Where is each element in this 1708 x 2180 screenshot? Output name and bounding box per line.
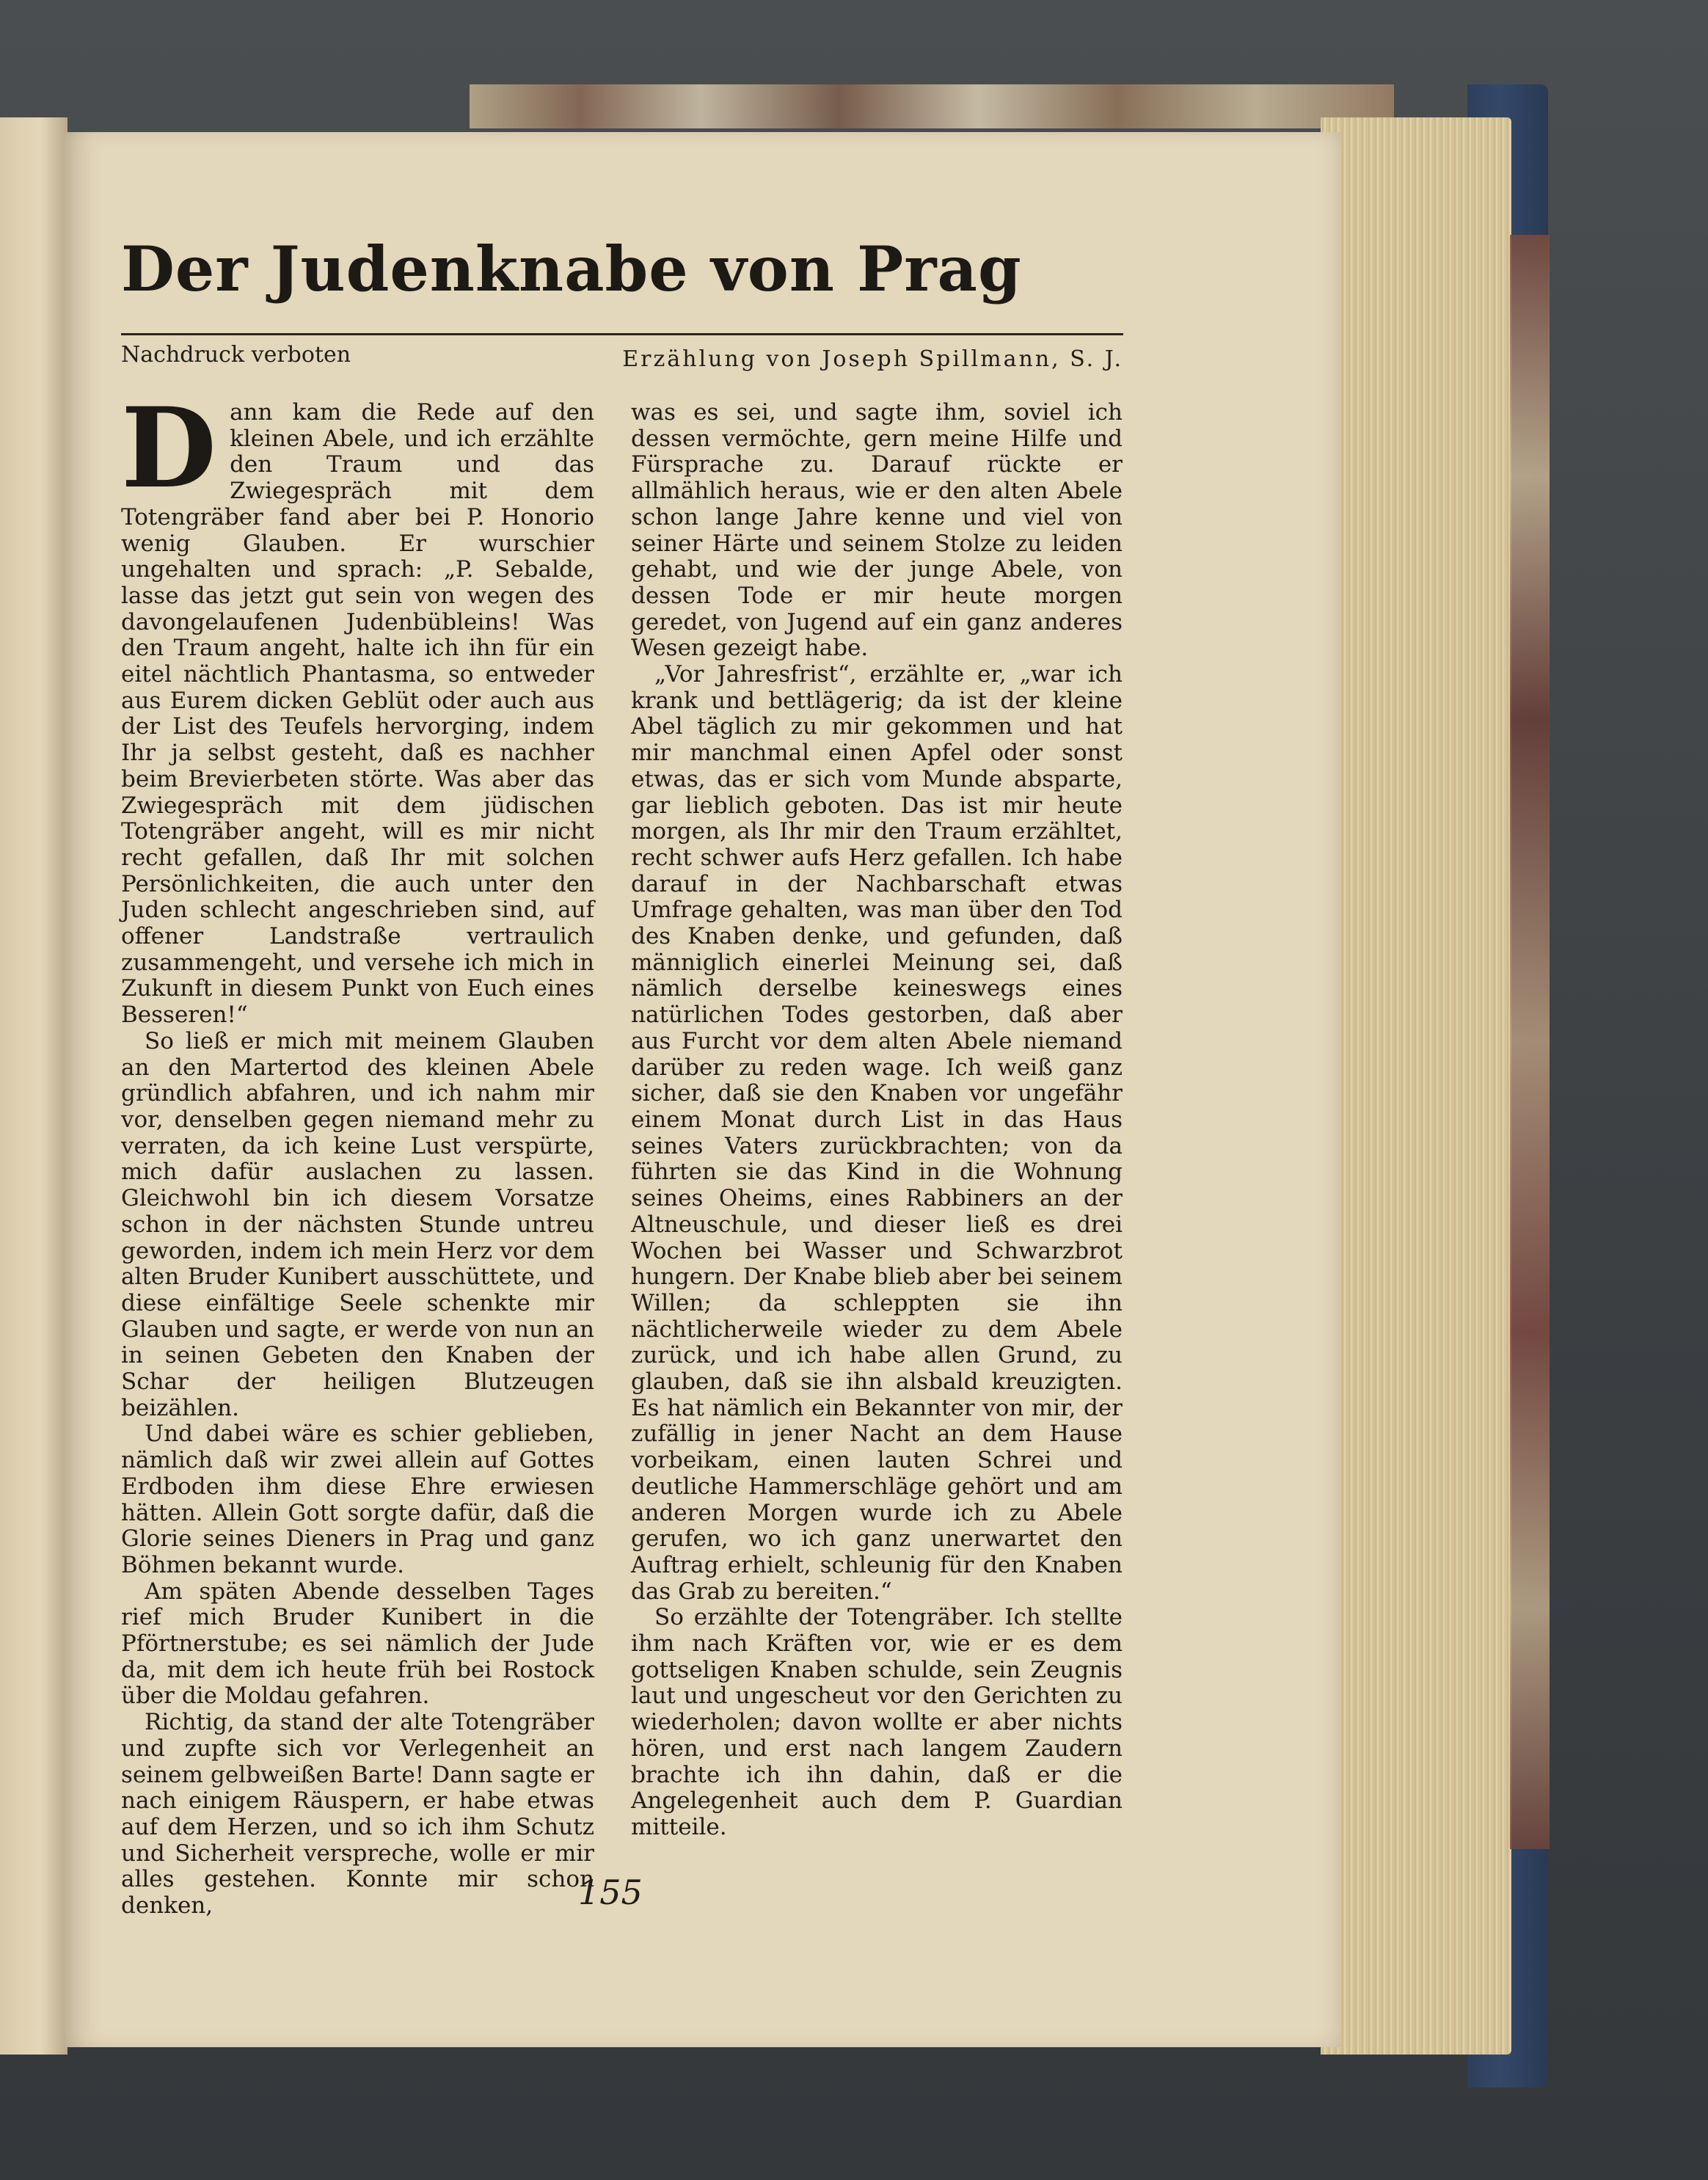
marbled-endpaper-top: [470, 84, 1394, 128]
paragraph: Richtig, da stand der alte Totengräber und zupfte sich vor Verlegenheit an seinem gelbweißen Barte! Dann sagte er nach einigem Räuspern, er habe etwas auf dem Herzen, und so ich ihm Schutz und Sicherheit verspreche, wolle er mir alles gestehen. Konnte mir schon denken,: [121, 1709, 594, 1920]
text-column-right: [631, 400, 1123, 1841]
page-edges: [1321, 117, 1511, 2055]
paragraph: Und dabei wäre es schier geblieben, nämlich daß wir zwei allein auf Gottes Erdboden ihm diese Ehre erwiesen hätten. Allein Gott sorgte dafür, daß die Glorie seines Dieners in Prag und ganz Böhmen bekannt wurde.: [121, 1421, 594, 1578]
paragraph: was es sei, und sagte ihm, soviel ich dessen vermöchte, gern meine Hilfe und Fürsprache zu. Darauf rückte er allmählich heraus, wie er den alten Abele schon lange Jahre kenne und viel von seiner Härte und seinem Stolze zu leiden gehabt, und wie der junge Abele, von dessen Tode er mir heute morgen geredet, von Jugend auf ein ganz anderes Wesen gezeigt habe.: [631, 399, 1123, 662]
paragraph: Am späten Abende desselben Tages rief mich Bruder Kunibert in die Pförtnerstube; es sei nämlich der Jude da, mit dem ich heute früh bei Rostock über die Moldau gefahren.: [121, 1578, 594, 1710]
article-title: Der Judenknabe von Prag: [121, 233, 1022, 305]
author-byline: Erzählung von Joseph Spillmann, S. J.: [622, 346, 1123, 372]
marbled-endpaper-side: [1510, 235, 1550, 1849]
reprint-notice: Nachdruck verboten: [121, 342, 351, 368]
paragraph: Dann kam die Rede auf den kleinen Abele, und ich erzählte den Traum und das Zwiegespräch mit dem Totengräber fand aber bei P. Honorio wenig Glauben. Er wurschier ungehalten und sprach: „P. Sebalde, lasse das jetzt gut sein von wegen des davongelaufenen Judenbübleins! Was den Traum angeht, halte ich ihn für ein eitel nächtlich Phantasma, so entweder aus Eurem dicken Geblüt oder auch aus der List des Teufels hervorging, indem Ihr ja selbst gesteht, daß es nachher beim Brevierbeten störte. Was aber das Zwiegespräch mit dem jüdischen Totengräber angeht, will es mir nicht recht gefallen, daß Ihr mit solchen Persönlichkeiten, die auch unter den Juden schlecht angeschrieben sind, auf offener Landstraße vertraulich zusammengeht, und versehe ich mich in Zukunft in diesem Punkt von Euch eines Besseren!“: [121, 384, 594, 1029]
paragraph: So ließ er mich mit meinem Glauben an den Martertod des kleinen Abele gründlich abfahren, und ich nahm mir vor, denselben gegen niemand mehr zu verraten, da ich keine Lust verspürte, mich dafür auslachen zu lassen. Gleichwohl bin ich diesem Vorsatze schon in der nächsten Stunde untreu geworden, indem ich mein Herz vor dem alten Bruder Kunibert ausschüttete, und diese einfältige Seele schenkte mir Glauben und sagte, er werde von nun an in seinen Gebeten den Knaben der Schar der heiligen Blutzeugen beizählen.: [121, 1027, 594, 1421]
title-rule: [121, 333, 1123, 335]
facing-page-edge: [0, 117, 67, 2055]
page-number: 155: [578, 1873, 643, 1912]
paragraph: So erzählte der Totengräber. Ich stellte ihm nach Kräften vor, wie er es dem gottseligen Knaben schulde, sein Zeugnis laut und ungescheut vor den Gerichten zu wiederholen; davon wollte er aber nichts hören, und erst nach langem Zaudern brachte ich ihn dahin, daß er die Angelegenheit auch dem P. Guardian mitteile.: [631, 1604, 1123, 1840]
drop-cap: D: [121, 384, 217, 513]
text-column-left: [121, 384, 594, 1920]
paragraph: „Vor Jahresfrist“, erzählte er, „war ich krank und bettlägerig; da ist der kleine Abel täglich zu mir gekommen und hat mir manchmal einen Apfel oder sonst etwas, das er sich vom Munde absparte, gar lieblich geboten. Das ist mir heute morgen, als Ihr mir den Traum erzähltet, recht schwer aufs Herz gefallen. Ich habe darauf in der Nachbarschaft etwas Umfrage gehalten, was man über den Tod des Knaben denke, und gefunden, daß männiglich einerlei Meinung sei, daß nämlich derselbe keineswegs eines natürlichen Todes gestorben, daß aber aus Furcht vor dem alten Abele niemand darüber zu reden wage. Ich weiß ganz sicher, daß sie den Knaben vor ungefähr einem Monat durch List in das Haus seines Vaters zurückbrachten; von da führten sie das Kind in die Wohnung seines Oheims, eines Rabbiners an der Altneuschule, und dieser ließ es drei Wochen bei Wasser und Schwarzbrot hungern. Der Knabe blieb aber bei seinem Willen; da schleppten sie ihn nächtlicherweile wieder zu dem Abele zurück, und ich habe allen Grund, zu glauben, daß sie ihn alsbald kreuzigten. Es hat nämlich ein Bekannter von mir, der zufällig in jener Nacht an dem Hause vorbeikam, einen lauten Schrei und deutliche Hammerschläge gehört und am anderen Morgen wurde ich zu Abele gerufen, wo ich ganz unerwartet den Auftrag erhielt, schleunig für den Knaben das Grab zu bereiten.“: [631, 661, 1123, 1605]
